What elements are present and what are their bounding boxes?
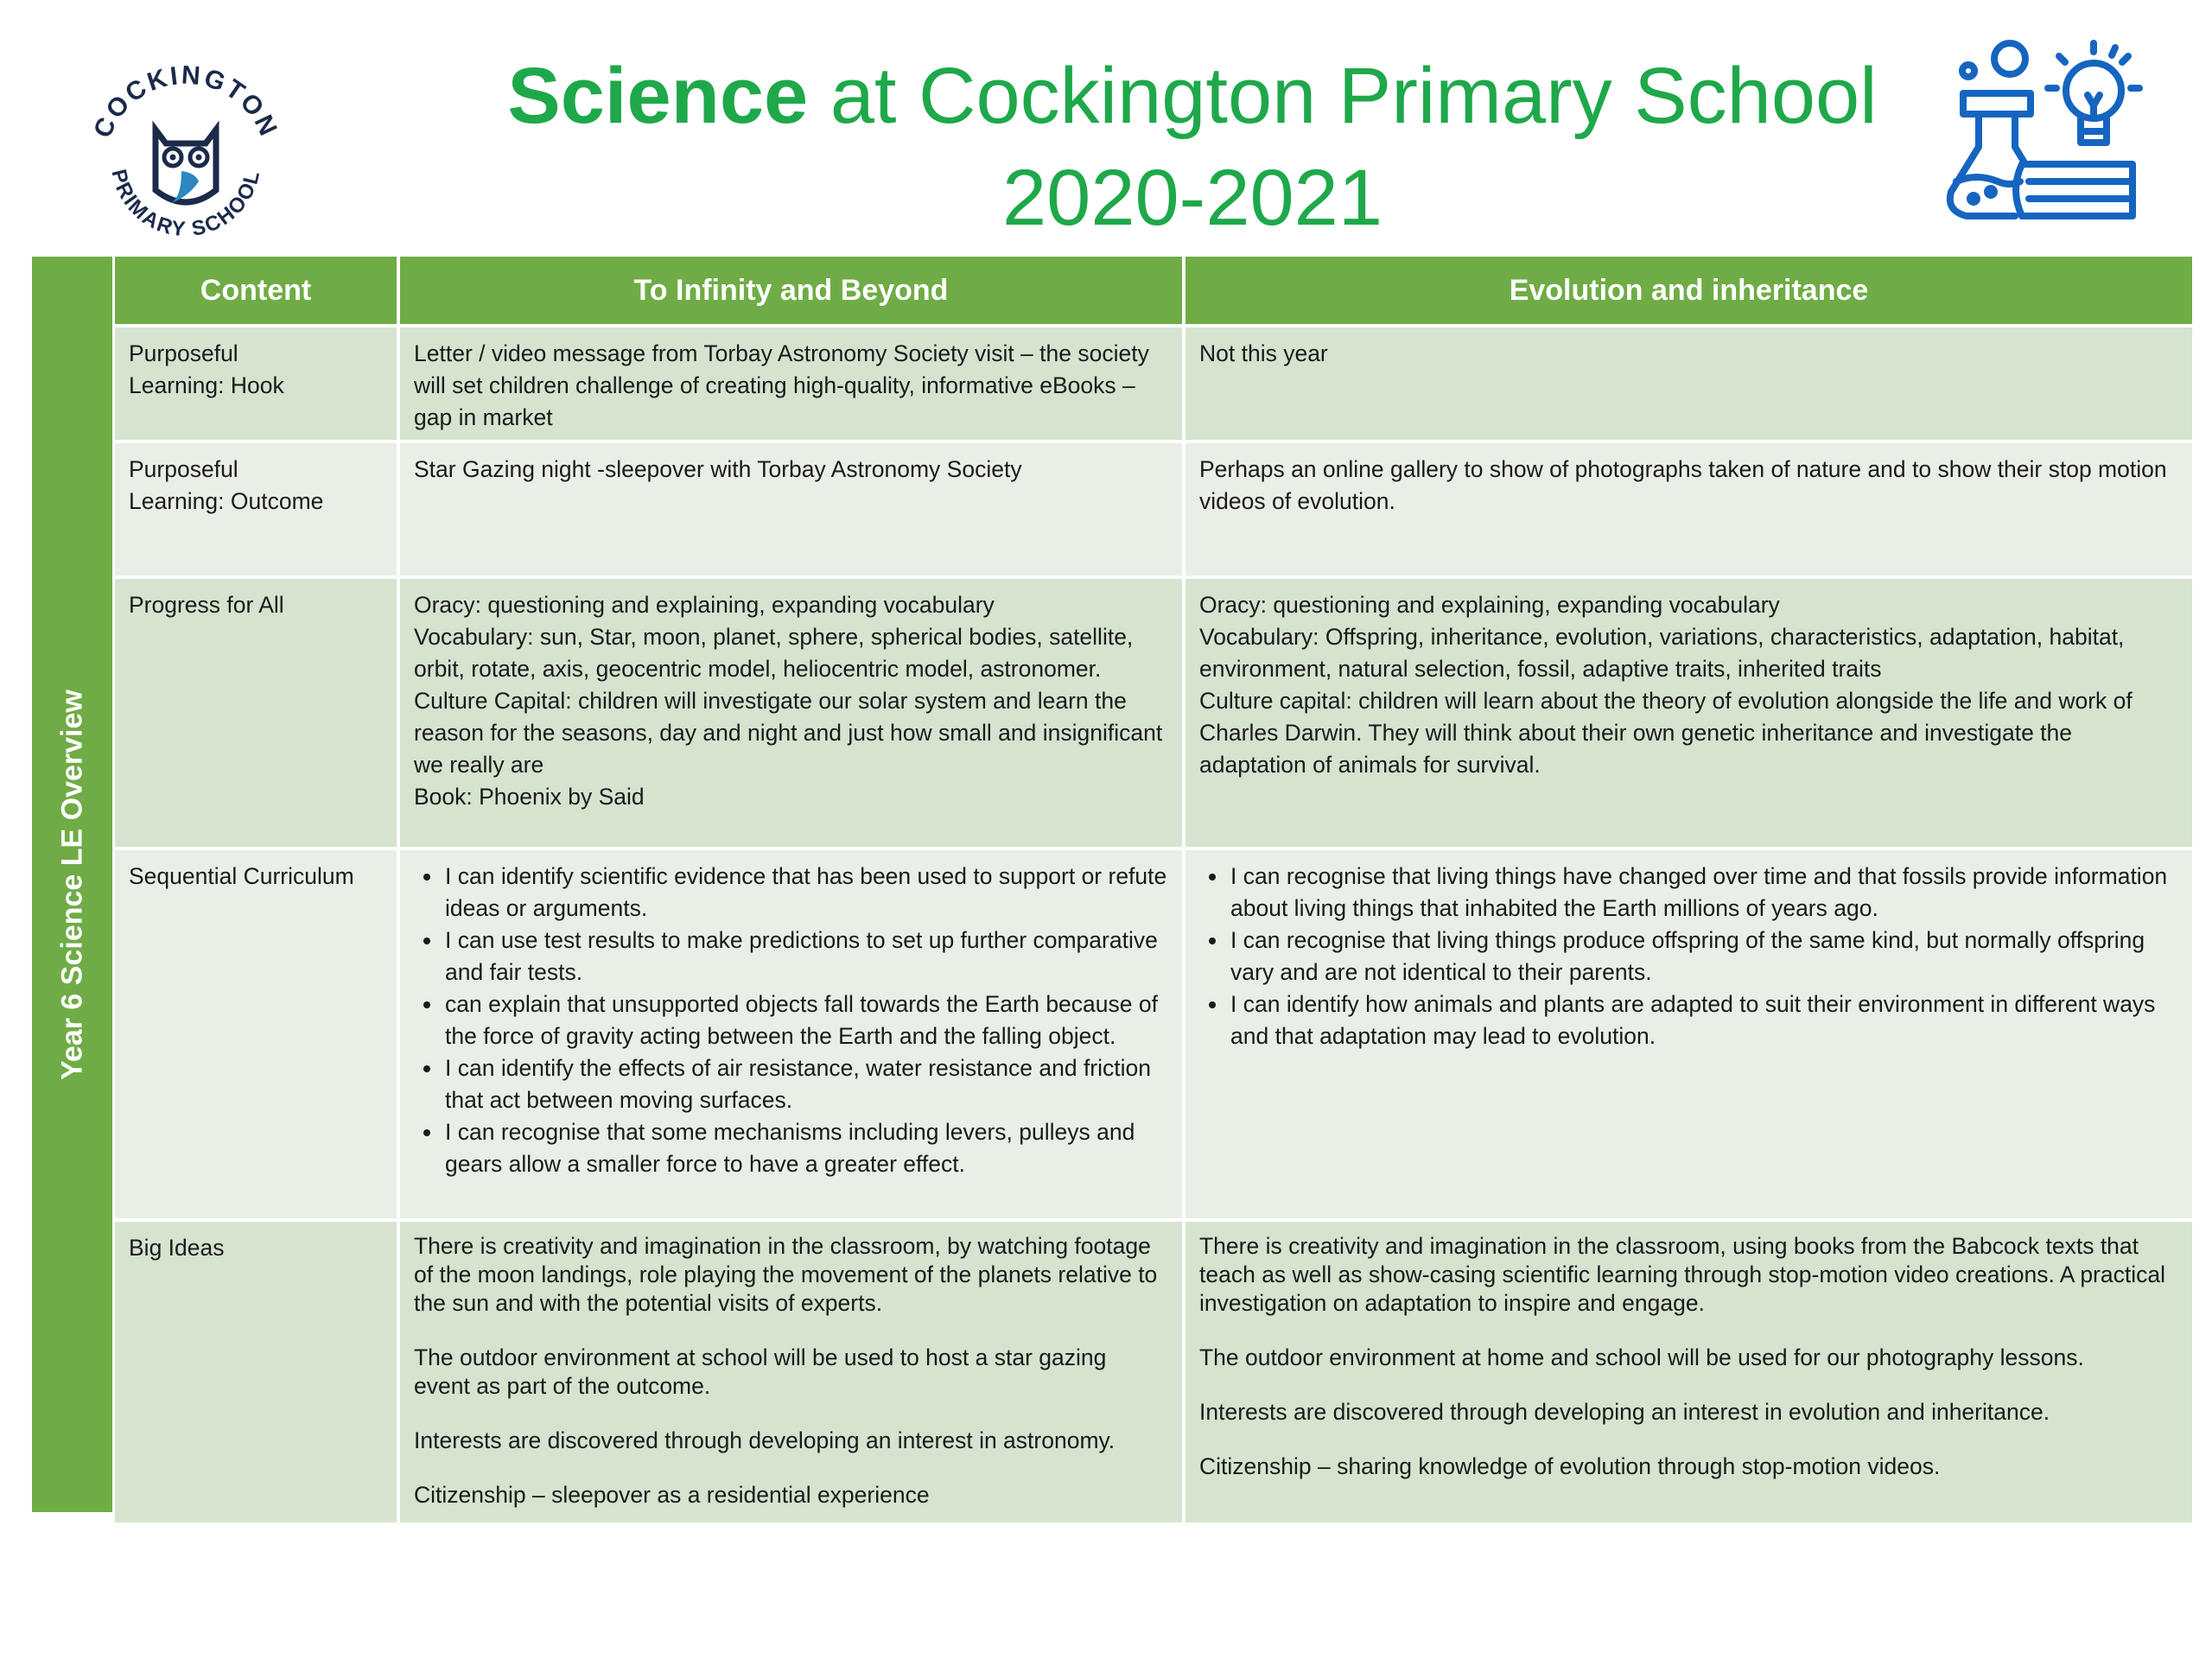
big-idea-citizenship: Citizenship – sharing knowledge of evolution through stop-motion videos. [1199, 1453, 1941, 1479]
progress-1-vocabulary: Vocabulary: sun, Star, moon, planet, sphere, spherical bodies, satellite, orbit, rotate, axis, geocentric model, heliocentric model, astronomer. [414, 624, 1134, 682]
list-item: • I can identify how animals and plants are adapted to suit their environment in different ways and that adaptation may lead to evolution. [1229, 988, 2178, 1052]
title-year: 2020-2021 [1002, 154, 1382, 242]
row-label-hook: Purposeful Learning: Hook [115, 327, 397, 440]
flask-book-lightbulb-icon [1942, 35, 2150, 233]
row-label-outcome: Purposeful Learning: Outcome [115, 443, 397, 575]
row-label-progress: Progress for All [115, 579, 397, 847]
progress-topic-1 [400, 579, 1182, 847]
progress-2-culture: Culture capital: children will learn about the theory of evolution alongside the life and work of Charles Darwin. They will think about their own genetic inheritance and investigate the adaptation of animals for survival. [1199, 688, 2133, 778]
sidebar-title: Year 6 Science LE Overview [55, 689, 88, 1080]
svg-text:COCKINGTON [88, 60, 283, 142]
title-science: Science [507, 52, 809, 140]
list-item: • I can recognise that some mechanisms including levers, pulleys and gears allow a smaller force to have a greater effect. [443, 1116, 1168, 1180]
overview-table [115, 257, 2185, 1512]
big-idea-interests: Interests are discovered through developing an interest in evolution and inheritance. [1199, 1399, 2050, 1425]
hook-topic-2: Not this year [1185, 327, 2192, 440]
big-idea-outdoor: The outdoor environment at school will be used to host a star gazing event as part of the outcome. [414, 1344, 1107, 1399]
big-ideas-topic-2 [1185, 1222, 2192, 1522]
logo-top-text: COCKINGTON [88, 60, 283, 143]
big-idea-citizenship: Citizenship – sleepover as a residential experience [414, 1482, 930, 1508]
list-item: • I can use test results to make predictions to set up further comparative and fair tests. [443, 925, 1168, 988]
big-idea-creativity: There is creativity and imagination in the classroom, by watching footage of the moon landings, role playing the movement of the planets relative to the sun and with the potential visits of experts. [414, 1233, 1158, 1316]
list-item: • I can identify the effects of air resistance, water resistance and friction that act between moving surfaces. [443, 1052, 1168, 1116]
header-topic-2: Evolution and inheritance [1185, 257, 2192, 324]
big-idea-outdoor: The outdoor environment at home and school will be used for our photography lessons. [1199, 1344, 2084, 1370]
progress-1-culture: Culture Capital: children will investigate our solar system and learn the reason for the seasons, day and night and just how small and insignificant we really are [414, 688, 1163, 778]
progress-topic-2 [1185, 579, 2192, 847]
header-content: Content [115, 257, 397, 324]
hook-topic-1: Letter / video message from Torbay Astronomy Society visit – the society will set children challenge of creating high-quality, informative eBooks – gap in market [400, 327, 1182, 440]
sequential-topic-1 [400, 850, 1182, 1218]
row-label-sequential: Sequential Curriculum [115, 850, 397, 1218]
progress-1-book: Book: Phoenix by Said [414, 784, 645, 810]
progress-2-oracy: Oracy: questioning and explaining, expanding vocabulary [1199, 592, 1780, 618]
list-item: • I can recognise that living things have changed over time and that fossils provide information about living things that inhabited the Earth millions of years ago. [1229, 861, 2178, 925]
row-label-big-ideas: Big Ideas [115, 1222, 397, 1522]
big-ideas-topic-1 [400, 1222, 1182, 1522]
page-title [363, 45, 2022, 249]
big-idea-creativity: There is creativity and imagination in the classroom, using books from the Babcock texts that teach as well as show-casing scientific learning through stop-motion video creations. A practical investigation on adaptation to inspire and engage. [1199, 1233, 2165, 1316]
title-rest: at Cockington Primary School [808, 52, 1878, 140]
outcome-topic-2: Perhaps an online gallery to show of photographs taken of nature and to show their stop motion videos of evolution. [1185, 443, 2192, 575]
logo-bottom-text: PRIMARY SCHOOL [106, 167, 265, 242]
sequential-topic-2 [1185, 850, 2192, 1218]
owl-icon [156, 130, 216, 204]
sidebar-label [32, 257, 112, 1512]
progress-1-oracy: Oracy: questioning and explaining, expanding vocabulary [414, 592, 995, 618]
header-topic-1: To Infinity and Beyond [400, 257, 1182, 324]
school-logo [86, 60, 285, 251]
progress-2-vocabulary: Vocabulary: Offspring, inheritance, evolution, variations, characteristics, adaptation, habitat, environment, natural selection, fossil, adaptive traits, inherited traits [1199, 624, 2125, 682]
big-idea-interests: Interests are discovered through developing an interest in astronomy. [414, 1427, 1116, 1453]
outcome-topic-1: Star Gazing night -sleepover with Torbay Astronomy Society [400, 443, 1182, 575]
list-item: • I can recognise that living things produce offspring of the same kind, but normally offspring vary and are not identical to their parents. [1229, 925, 2178, 988]
list-item: • can explain that unsupported objects fall towards the Earth because of the force of gravity acting between the Earth and the falling object. [443, 988, 1168, 1052]
list-item: • I can identify scientific evidence that has been used to support or refute ideas or arguments. [443, 861, 1168, 925]
